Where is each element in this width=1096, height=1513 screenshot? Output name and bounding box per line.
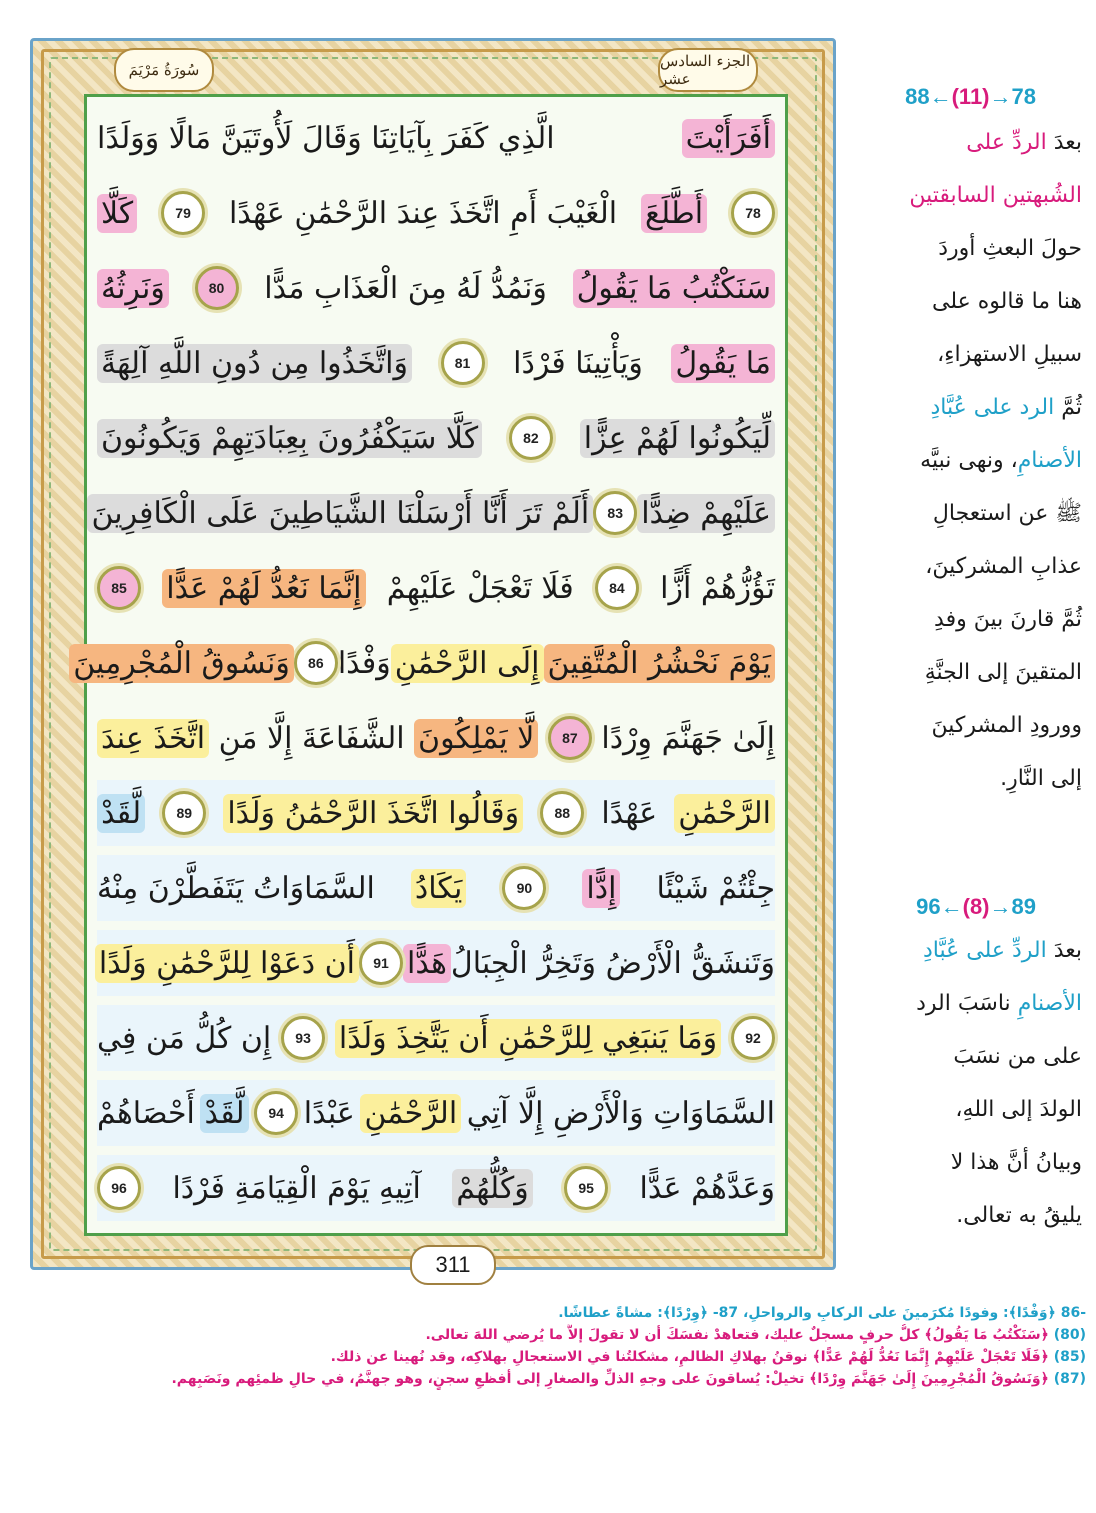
verse-marker: 87 xyxy=(548,716,592,760)
verse-marker: 79 xyxy=(161,191,205,235)
verse-marker: 86 xyxy=(294,641,338,685)
quran-line xyxy=(73,630,775,696)
footnote xyxy=(60,1368,1086,1390)
footnote-number: -86 xyxy=(1055,1305,1086,1321)
highlighted-phrase: وَقَالُوا اتَّخَذَ الرَّحْمَٰنُ وَلَدًا xyxy=(223,794,523,833)
footnotes xyxy=(60,1302,1086,1390)
footnote-text: ﴿فَلَا تَعْجَلْ عَلَيْهِمْ إِنَّمَا نَعُدُّ لَهُمْ عَدًّا﴾ نوقنُ بهلاكِ الظالمِ، مشكلتُنا في الاستعجالِ بهلاكِه، وقد نُهينا عن ذلك. xyxy=(330,1349,1049,1365)
footnote-number: (85) xyxy=(1048,1349,1086,1365)
verse-marker: 94 xyxy=(254,1091,298,1135)
highlighted-phrase: وَاتَّخَذُوا مِن دُونِ اللَّهِ آلِهَةً xyxy=(97,344,412,383)
verse-text: السَّمَاوَاتِ وَالْأَرْضِ إِلَّا آتِي xyxy=(466,1095,775,1131)
commentary-line: ﷺ عن استعجالِ xyxy=(932,501,1082,526)
quran-line xyxy=(97,405,775,471)
quran-text-panel xyxy=(73,94,788,1236)
verse-marker: 93 xyxy=(281,1016,325,1060)
quran-line xyxy=(97,105,775,171)
verse-text: تَؤُزُّهُمْ أَزًّا xyxy=(660,570,775,606)
verse-marker: 80 xyxy=(195,266,239,310)
sidebar-commentary-2 xyxy=(852,924,1082,1242)
highlighted-phrase: سَنَكْتُبُ مَا يَقُولُ xyxy=(573,269,775,308)
commentary-line: ثُمَّ قارنَ بينَ وفدِ xyxy=(934,607,1082,632)
highlighted-phrase: أَفَرَأَيْتَ xyxy=(682,119,775,158)
verse-text: الْغَيْبَ أَمِ اتَّخَذَ عِندَ الرَّحْمَٰنِ عَهْدًا xyxy=(228,195,618,231)
highlighted-term: الأصنامِ xyxy=(1017,991,1082,1016)
commentary-line: بعدَ الردِّ على xyxy=(966,130,1082,155)
range-count: (8) xyxy=(962,894,990,919)
verse-text: الشَّفَاعَةَ إِلَّا مَنِ xyxy=(218,720,405,756)
quran-line xyxy=(91,480,775,546)
verse-text: وَعَدَّهُمْ عَدًّا xyxy=(639,1170,775,1206)
commentary-line: سبيلِ الاستهزاءِ، xyxy=(937,342,1082,367)
footnote-number: (80) xyxy=(1048,1327,1086,1343)
verse-text: جِئْتُمْ شَيْئًا xyxy=(656,870,775,906)
commentary-line: بعدَ الردِّ على عُبَّادِ xyxy=(922,938,1082,963)
range-start: 88 xyxy=(905,84,930,109)
highlighted-phrase: الرَّحْمَٰنِ xyxy=(674,794,775,833)
quran-line xyxy=(97,180,775,246)
quran-line xyxy=(97,1155,775,1221)
highlighted-phrase: عَلَيْهِمْ ضِدًّا xyxy=(637,494,775,533)
verse-text: وَفْدًا xyxy=(337,645,391,681)
verse-text: وَتَنشَقُّ الْأَرْضُ وَتَخِرُّ الْجِبَالُ xyxy=(450,945,775,981)
highlighted-phrase: يَكَادُ xyxy=(411,869,466,908)
highlighted-phrase: وَكُلُّهُمْ xyxy=(452,1169,533,1208)
highlighted-phrase: وَمَا يَنبَغِي لِلرَّحْمَٰنِ أَن يَتَّخِذَ وَلَدًا xyxy=(335,1019,721,1058)
verse-marker: 92 xyxy=(731,1016,775,1060)
quran-line xyxy=(97,780,775,846)
highlighted-phrase: يَوْمَ نَحْشُرُ الْمُتَّقِينَ xyxy=(544,644,775,683)
verse-marker: 82 xyxy=(509,416,553,460)
commentary-line: إلى النَّارِ. xyxy=(1000,766,1082,791)
section-range-2: 96←(8)→89 xyxy=(916,894,1036,919)
footnote xyxy=(60,1346,1086,1368)
section-range-1: 88←(11)→78 xyxy=(905,84,1036,109)
commentary-line: المتقينَ إلى الجنَّةِ xyxy=(924,660,1082,685)
quran-line xyxy=(97,555,775,621)
verse-text: آتِيهِ يَوْمَ الْقِيَامَةِ فَرْدًا xyxy=(172,1170,421,1206)
highlighted-phrase: اتَّخَذَ عِندَ xyxy=(97,719,209,758)
highlighted-phrase: إِنَّمَا نَعُدُّ لَهُمْ عَدًّا xyxy=(162,569,365,608)
highlighted-phrase: كَلَّا xyxy=(97,194,137,233)
commentary-line: وبيانُ أنَّ هذا لا xyxy=(950,1150,1082,1175)
quran-line xyxy=(97,1080,775,1146)
sidebar-commentary-1 xyxy=(852,116,1082,805)
commentary-line: وورودِ المشركينَ xyxy=(931,713,1082,738)
commentary-line: الولدَ إلى اللهِ، xyxy=(955,1097,1082,1122)
highlighted-phrase: وَنَرِثُهُ xyxy=(97,269,169,308)
commentary-line xyxy=(852,169,1082,222)
highlighted-term: الردِّ على عُبَّادِ xyxy=(922,938,1047,963)
footnote xyxy=(60,1302,1086,1324)
highlighted-phrase: لَّا يَمْلِكُونَ xyxy=(414,719,538,758)
juz-name-header: الجزء السادس عشر xyxy=(658,48,758,92)
commentary-line: يليقُ به تعالى. xyxy=(956,1203,1082,1228)
surah-name-header: سُورَةُ مَرْيَمَ xyxy=(114,48,214,92)
page-number: 311 xyxy=(410,1245,496,1285)
range-count: (11) xyxy=(951,84,990,109)
highlighted-term: الرد على عُبَّادِ xyxy=(930,395,1055,420)
verse-marker: 81 xyxy=(441,341,485,385)
highlighted-phrase: الرَّحْمَٰنِ xyxy=(360,1094,461,1133)
commentary-line: الأصنامِ ناسَبَ الرد xyxy=(916,991,1082,1016)
verse-text: عَهْدًا xyxy=(601,795,658,831)
highlighted-phrase: أَطَّلَعَ xyxy=(641,194,707,233)
highlighted-phrase: إِدًّا xyxy=(582,869,620,908)
quran-line xyxy=(97,330,775,396)
verse-marker: 89 xyxy=(162,791,206,835)
highlighted-term: الأصنامِ xyxy=(1017,448,1082,473)
commentary-line: ثُمَّ الرد على عُبَّادِ xyxy=(930,395,1082,420)
quran-line xyxy=(97,855,775,921)
footnote-text: ﴿وَنَسُوقُ الْمُجْرِمِينَ إِلَىٰ جَهَنَّمَ وِرْدًا﴾ تخيلْ: يُساقونَ على وجهِ الذلِّ والصغارِ إلى أفظعِ سجنٍ، وهو جهنَّمُ، في حالِ ظمئِهم ونَصَبِهم. xyxy=(171,1371,1049,1387)
highlighted-term: الردِّ على xyxy=(966,130,1047,155)
verse-text: السَّمَاوَاتُ يَتَفَطَّرْنَ مِنْهُ xyxy=(97,870,375,906)
verse-text: عَبْدًا xyxy=(303,1095,355,1131)
highlighted-phrase: لَّقَدْ xyxy=(97,794,145,833)
highlighted-phrase: كَلَّا سَيَكْفُرُونَ بِعِبَادَتِهِمْ وَيَكُونُونَ xyxy=(97,419,482,458)
quran-line xyxy=(97,705,775,771)
range-end: 78 xyxy=(1011,84,1036,109)
commentary-line: عذابِ المشركينَ، xyxy=(925,554,1082,579)
footnote-number: (87) xyxy=(1048,1371,1086,1387)
highlighted-phrase: مَا يَقُولُ xyxy=(671,344,775,383)
range-start: 96 xyxy=(916,894,941,919)
verse-marker: 85 xyxy=(97,566,141,610)
verse-marker: 95 xyxy=(564,1166,608,1210)
verse-marker: 96 xyxy=(97,1166,141,1210)
highlighted-phrase: أَلَمْ تَرَ أَنَّا أَرْسَلْنَا الشَّيَاطِينَ عَلَى الْكَافِرِينَ xyxy=(87,494,593,533)
verse-marker: 90 xyxy=(502,866,546,910)
verse-marker: 78 xyxy=(731,191,775,235)
footnote xyxy=(60,1324,1086,1346)
verse-marker: 83 xyxy=(593,491,637,535)
verse-text: وَنَمُدُّ لَهُ مِنَ الْعَذَابِ مَدًّا xyxy=(264,270,547,306)
commentary-line: الأصنامِ، ونهى نبيَّه xyxy=(920,448,1082,473)
footnote-text: ﴿وَفْدًا﴾: وفودًا مُكرَمينَ على الركابِ والرواحلِ، 87- ﴿وِرْدًا﴾: مشاةً عطاشًا. xyxy=(558,1305,1056,1321)
highlighted-phrase: وَنَسُوقُ الْمُجْرِمِينَ xyxy=(69,644,294,683)
quran-line xyxy=(97,930,775,996)
highlighted-phrase: هَدًّا xyxy=(403,944,451,983)
footnote-text: ﴿سَنَكْتُبُ مَا يَقُولُ﴾ كلُّ حرفٍ مسجلٌ عليك، فتعاهدْ نفسَكَ أن لا تقولَ إلاَّ ما يُرضي اللهَ تعالى. xyxy=(425,1327,1049,1343)
highlighted-phrase: أَن دَعَوْا لِلرَّحْمَٰنِ وَلَدًا xyxy=(95,944,359,983)
verse-marker: 91 xyxy=(359,941,403,985)
verse-text: الَّذِي كَفَرَ بِآيَاتِنَا وَقَالَ لَأُوتَيَنَّ مَالًا وَوَلَدًا xyxy=(97,120,555,156)
commentary-line: حولَ البعثِ أوردَ xyxy=(938,236,1082,261)
highlighted-phrase: لَّقَدْ xyxy=(200,1094,248,1133)
range-end: 89 xyxy=(1011,894,1036,919)
commentary-line: هنا ما قالوه على xyxy=(932,289,1082,314)
highlighted-phrase: إِلَى الرَّحْمَٰنِ xyxy=(391,644,544,683)
verse-marker: 84 xyxy=(595,566,639,610)
verse-text: وَيَأْتِينَا فَرْدًا xyxy=(513,345,643,381)
verse-text: أَحْصَاهُمْ xyxy=(97,1095,195,1131)
quran-line xyxy=(97,1005,775,1071)
quran-line xyxy=(97,255,775,321)
commentary-line: على من نسَبَ xyxy=(953,1044,1082,1069)
verse-text: إِلَىٰ جَهَنَّمَ وِرْدًا xyxy=(601,720,775,756)
highlighted-term: الشُبهتين السابقتين xyxy=(909,183,1082,208)
highlighted-phrase: لِّيَكُونُوا لَهُمْ عِزًّا xyxy=(580,419,775,458)
verse-marker: 88 xyxy=(540,791,584,835)
verse-text: إِن كُلُّ مَن فِي xyxy=(97,1020,272,1056)
verse-text: فَلَا تَعْجَلْ عَلَيْهِمْ xyxy=(386,570,574,606)
